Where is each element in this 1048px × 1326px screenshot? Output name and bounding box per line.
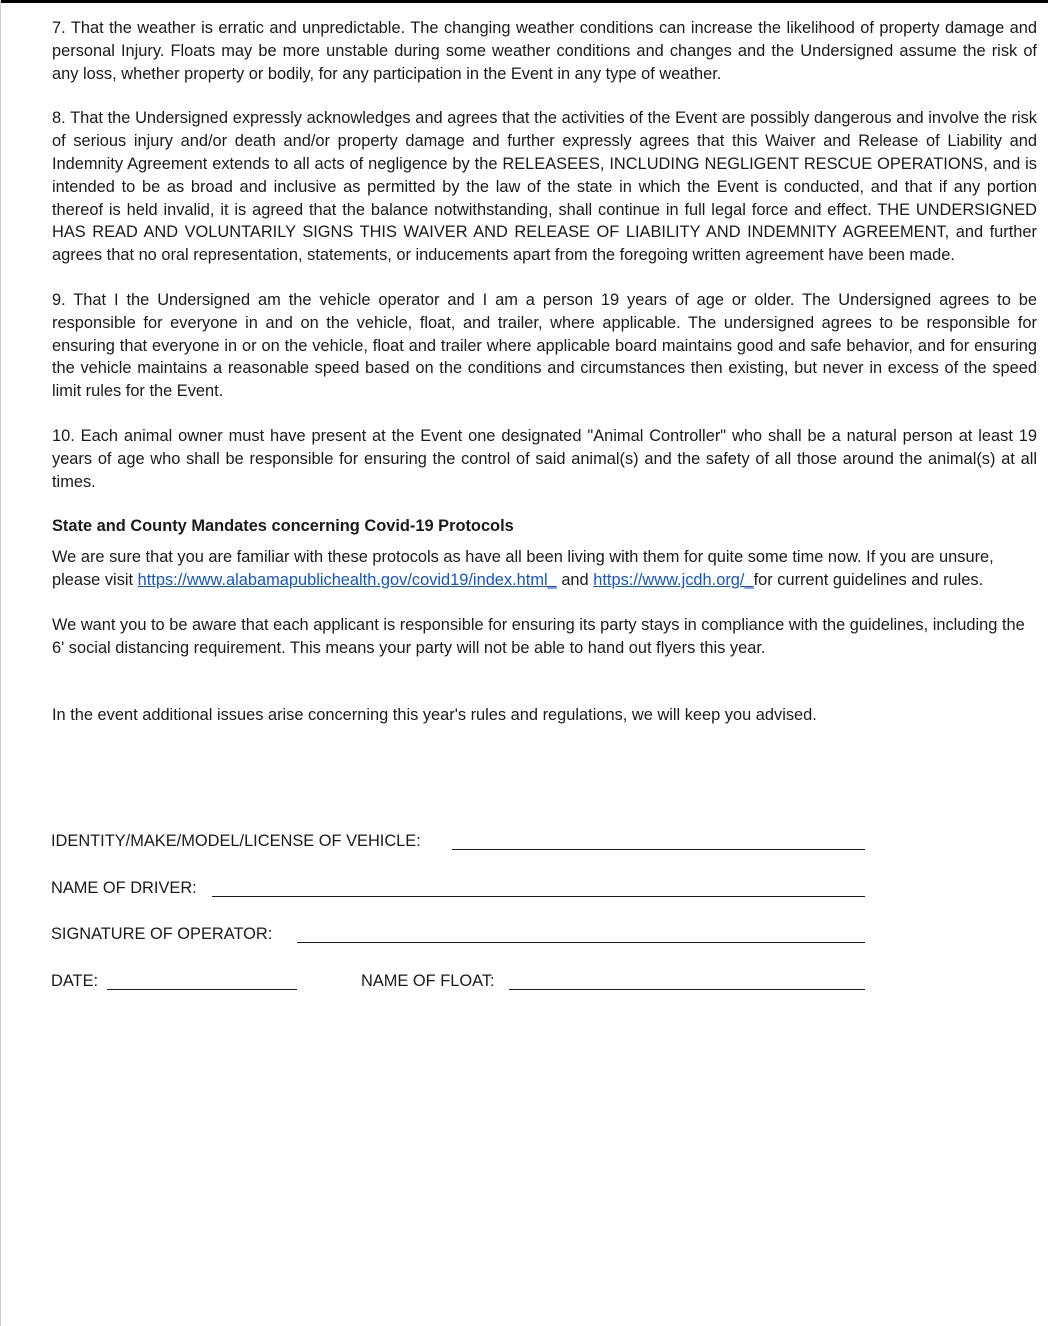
date-float-field bbox=[51, 970, 871, 1017]
top-border bbox=[0, 0, 1048, 3]
signature-label: SIGNATURE OF OPERATOR: bbox=[51, 925, 273, 943]
alabama-health-link[interactable]: https://www.alabamapublichealth.gov/covid19/index.html_ bbox=[137, 570, 557, 589]
signature-form bbox=[51, 830, 871, 1016]
page-edge bbox=[0, 0, 1, 1326]
signature-field bbox=[51, 923, 871, 970]
covid-intro-rest: for current guidelines and rules. bbox=[753, 570, 984, 589]
covid-heading: State and County Mandates concerning Covid-19 Protocols bbox=[52, 517, 514, 536]
compliance-paragraph: We want you to be aware that each applicant is responsible for ensuring its party stays in compliance with the guidelines, including the 6' social distancing requirement. This means your party will not be able to hand out flyers this year. bbox=[52, 615, 1025, 657]
paragraph-7: 7. That the weather is erratic and unpredictable. The changing weather conditions can increase the likelihood of property damage and personal Injury. Floats may be more unstable during some weather conditions and changes and the Undersigned assume the risk of any loss, whether property or bodily, for any participation in the Event in any type of weather. bbox=[52, 19, 1037, 83]
covid-intro-text: We are sure that you are familiar with these protocols as have all been living with them for quite some time now. If you are unsure, please visit bbox=[52, 548, 994, 589]
paragraph-9: 9. That I the Undersigned am the vehicle operator and I am a person 19 years of age or older. The Undersigned agrees to be responsible for everyone in and on the vehicle, float, and trailer, where applicable. The undersigned agrees to be responsible for ensuring that everyone in or on the vehicle, float and trailer where applicable board maintains good and safe behavior, and for ensuring the vehicle maintains a reasonable speed based on the conditions and circumstances then existing, but never in excess of the speed limit rules for the Event. bbox=[52, 290, 1037, 401]
vehicle-label: IDENTITY/MAKE/MODEL/LICENSE OF VEHICLE: bbox=[51, 832, 421, 850]
driver-input-line[interactable] bbox=[212, 896, 865, 897]
document-page bbox=[52, 17, 1037, 727]
date-label: DATE: bbox=[51, 971, 99, 990]
float-label: NAME OF FLOAT: bbox=[361, 971, 495, 990]
advisory-paragraph: In the event additional issues arise concerning this year's rules and regulations, we will keep you advised. bbox=[52, 706, 817, 725]
paragraph-10: 10. Each animal owner must have present at the Event one designated "Animal Controller" who shall be a natural person at least 19 years of age who shall be responsible for ensuring the control of said animal(s) and the safety of all those around the animal(s) at all times. bbox=[52, 426, 1037, 491]
jcdh-link[interactable]: https://www.jcdh.org/_ bbox=[593, 570, 754, 589]
float-input-line[interactable] bbox=[509, 989, 865, 990]
paragraph-8: 8. That the Undersigned expressly acknowledges and agrees that the activities of the Event are possibly dangerous and involve the risk of serious injury and/or death and/or property damage and further expressly agrees that this Waiver and Release of Liability and Indemnity Agreement extends to all acts of negligence by the RELEASEES, INCLUDING NEGLIGENT RESCUE OPERATIONS, and is intended to be as broad and inclusive as permitted by the law of the state in which the Event is conducted, and that if any portion thereof is held invalid, it is agreed that the balance notwithstanding, shall continue in full legal force and effect. THE UNDERSIGNED HAS READ AND VOLUNTARILY SIGNS THIS WAIVER AND RELEASE OF LIABILITY AND INDEMNITY AGREEMENT, and further agrees that no oral representation, statements, or inducements apart from the foregoing written agreement have been made. bbox=[52, 109, 1037, 265]
covid-intro bbox=[52, 546, 1037, 592]
driver-field bbox=[51, 877, 871, 924]
signature-input-line[interactable] bbox=[297, 942, 865, 943]
driver-label: NAME OF DRIVER: bbox=[51, 878, 197, 897]
vehicle-field bbox=[51, 830, 871, 877]
vehicle-input-line[interactable] bbox=[452, 849, 865, 850]
date-input-line[interactable] bbox=[107, 989, 297, 990]
covid-intro-and: and bbox=[556, 570, 594, 589]
